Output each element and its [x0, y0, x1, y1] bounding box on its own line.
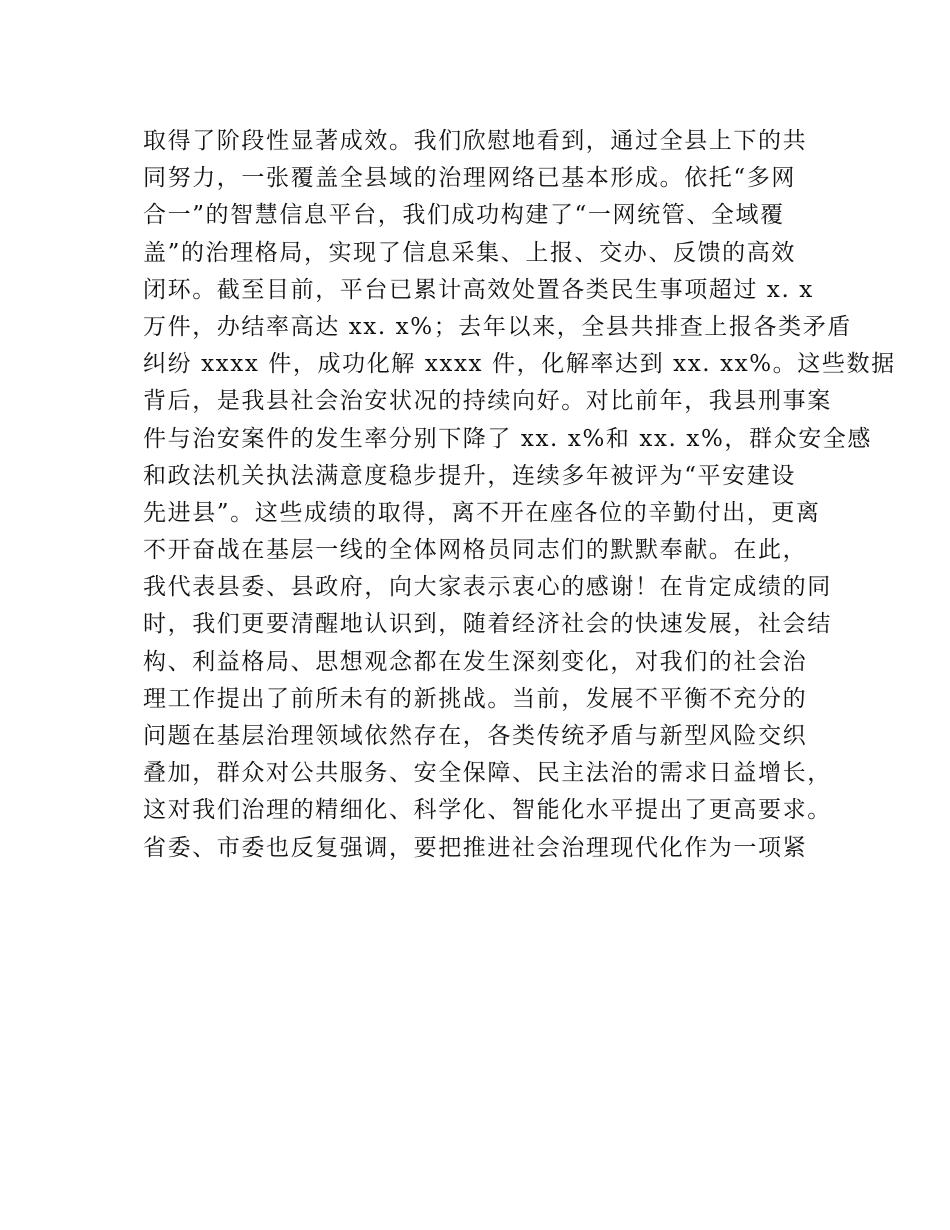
text-line: 我代表县委、县政府，向大家表示衷心的感谢！在肯定成绩的同: [143, 574, 832, 601]
text-line: 同努力，一张覆盖全县域的治理网络已基本形成。依托“多网: [143, 165, 796, 192]
text-line: 省委、市委也反复强调，要把推进社会治理现代化作为一项紧: [143, 834, 808, 861]
text-line: 时，我们更要清醒地认识到，随着经济社会的快速发展，社会结: [143, 611, 832, 638]
text-line: 先进县”。这些成绩的取得，离不开在座各位的辛勤付出，更离: [143, 499, 821, 526]
text-line: 取得了阶段性显著成效。我们欣慰地看到，通过全县上下的共: [143, 128, 808, 154]
text-line: 合一”的智慧信息平台，我们成功构建了“一网统管、全域覆: [143, 202, 785, 229]
text-line: 盖”的治理格局，实现了信息采集、上报、交办、反馈的高效: [143, 239, 796, 266]
text-line: 不开奋战在基层一线的全体网格员同志们的默默奉献。在此，: [143, 537, 808, 564]
body-text: [143, 123, 896, 867]
text-line: 问题在基层治理领域依然存在，各类传统矛盾与新型风险交织: [143, 723, 808, 749]
text-line: 这对我们治理的精细化、科学化、智能化水平提出了更高要求。: [143, 797, 832, 824]
text-line: 构、利益格局、思想观念都在发生深刻变化，对我们的社会治: [143, 648, 808, 675]
text-line: 纠纷 xxxx 件，成功化解 xxxx 件，化解率达到 xx. xx%。这些数据: [143, 351, 896, 378]
text-line: 叠加，群众对公共服务、安全保障、民主法治的需求日益增长，: [143, 760, 832, 787]
text-line: 万件，办结率高达 xx. x%；去年以来，全县共排查上报各类矛盾: [143, 313, 852, 340]
text-line: 和政法机关执法满意度稳步提升，连续多年被评为“平安建设: [143, 462, 796, 489]
text-line: 背后，是我县社会治安状况的持续向好。对比前年，我县刑事案: [143, 388, 832, 415]
text-line: 理工作提出了前所未有的新挑战。当前，发展不平衡不充分的: [143, 685, 808, 712]
text-line: 件与治安案件的发生率分别下降了 xx. x%和 xx. x%，群众安全感: [143, 425, 873, 452]
text-line: 闭环。截至目前，平台已累计高效处置各类民生事项超过 x. x: [143, 276, 814, 303]
